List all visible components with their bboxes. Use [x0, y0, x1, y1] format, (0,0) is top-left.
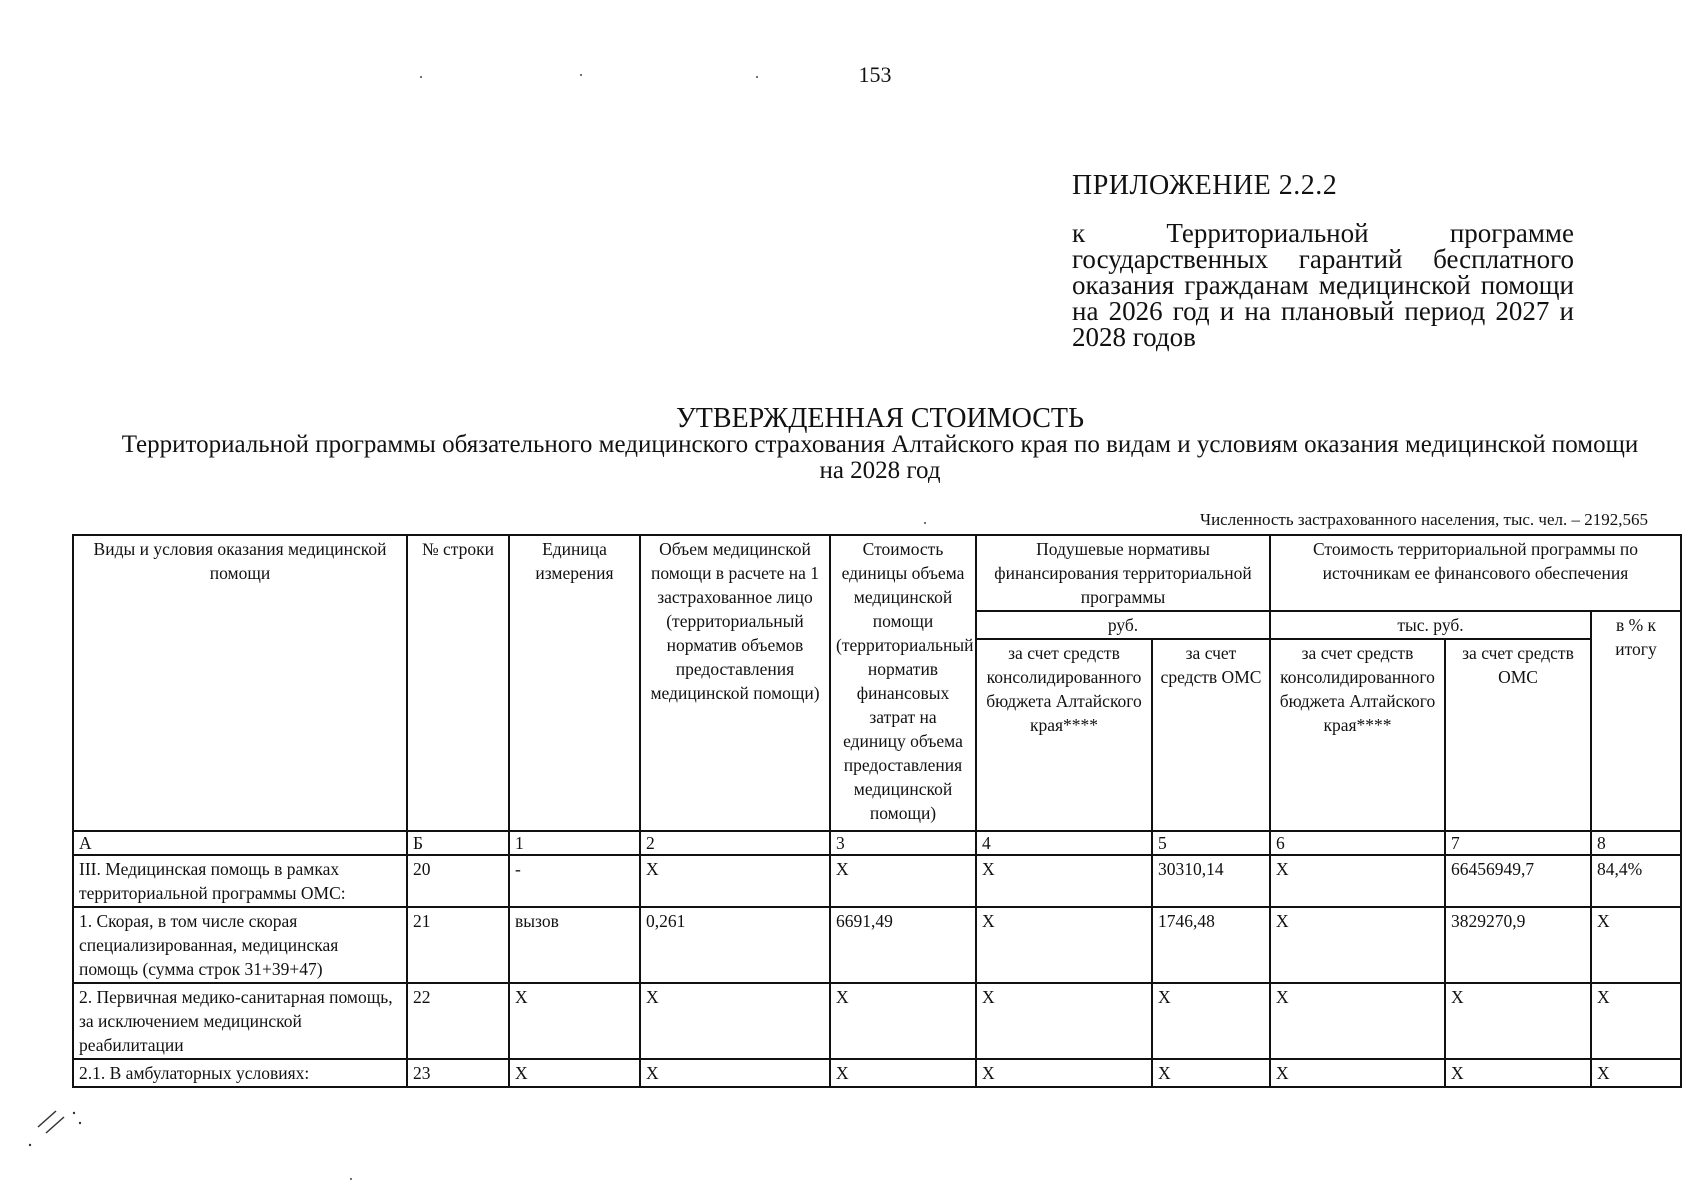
row-oms-rub: 30310,14 — [1152, 855, 1270, 907]
appendix-block — [1072, 170, 1574, 350]
index-cell: 5 — [1152, 831, 1270, 855]
row-number: 22 — [407, 983, 509, 1059]
header-per-capita: Подушевые нормативы финансирования территориальной программы — [976, 535, 1270, 611]
index-cell: Б — [407, 831, 509, 855]
row-volume: Х — [640, 983, 830, 1059]
row-budget-rub: Х — [976, 983, 1152, 1059]
row-oms-thous: Х — [1445, 983, 1591, 1059]
scan-marks — [24, 1105, 94, 1155]
document-heading — [100, 403, 1660, 484]
population-note: Численность застрахованного населения, тыс. чел. – 2192,565 — [1200, 510, 1648, 529]
index-cell: 6 — [1270, 831, 1445, 855]
row-budget-rub: Х — [976, 1059, 1152, 1087]
row-budget-thous: Х — [1270, 1059, 1445, 1087]
row-oms-rub: Х — [1152, 983, 1270, 1059]
table-row — [73, 855, 1681, 907]
row-unit: Х — [509, 983, 640, 1059]
scan-speck — [756, 76, 758, 78]
row-cost: Х — [830, 855, 976, 907]
table-row — [73, 983, 1681, 1059]
index-row — [73, 831, 1681, 855]
row-oms-thous: 3829270,9 — [1445, 907, 1591, 983]
row-budget-thous: Х — [1270, 907, 1445, 983]
scan-speck — [924, 522, 926, 524]
index-cell: 2 — [640, 831, 830, 855]
row-volume: 0,261 — [640, 907, 830, 983]
appendix-text: к Территориальной программе государственных гарантий бесплатного оказания гражданам медицинской помощи на 2026 год и на плановый период 2027 и 2028 годов — [1072, 218, 1574, 352]
scan-speck — [420, 76, 422, 78]
row-volume: Х — [640, 1059, 830, 1087]
header-oms-rub: за счет средств ОМС — [1152, 639, 1270, 831]
header-budget-rub: за счет средств консолидированного бюджета Алтайского края**** — [976, 639, 1152, 831]
header-program-cost: Стоимость территориальной программы по источникам ее финансового обеспечения — [1270, 535, 1681, 611]
index-cell: 7 — [1445, 831, 1591, 855]
header-volume: Объем медицинской помощи в расчете на 1 застрахованное лицо (территориальный норматив объемов предоставления медицинской помощи) — [640, 535, 830, 831]
header-rub: руб. — [976, 611, 1270, 639]
page-number: 153 — [858, 62, 892, 87]
row-oms-rub: 1746,48 — [1152, 907, 1270, 983]
header-types: Виды и условия оказания медицинской помощи — [73, 535, 407, 831]
heading-title: УТВЕРЖДЕННАЯ СТОИМОСТЬ — [675, 403, 1085, 434]
header-row — [73, 535, 1681, 611]
row-percent: 84,4% — [1591, 855, 1681, 907]
row-unit: вызов — [509, 907, 640, 983]
row-budget-rub: Х — [976, 855, 1152, 907]
row-budget-thous: Х — [1270, 855, 1445, 907]
index-cell: 8 — [1591, 831, 1681, 855]
header-budget-thous: за счет средств консолидированного бюджета Алтайского края**** — [1270, 639, 1445, 831]
row-volume: Х — [640, 855, 830, 907]
header-percent: в % к итогу — [1591, 611, 1681, 831]
row-cost: 6691,49 — [830, 907, 976, 983]
row-number: 21 — [407, 907, 509, 983]
row-cost: Х — [830, 983, 976, 1059]
row-unit: Х — [509, 1059, 640, 1087]
row-percent: Х — [1591, 983, 1681, 1059]
scan-speck — [350, 1178, 352, 1180]
header-cost: Стоимость единицы объема медицинской помощи (территориальный норматив финансовых затрат на единицу объема предоставления медицинской помощи) — [830, 535, 976, 831]
appendix-title: ПРИЛОЖЕНИЕ 2.2.2 — [1072, 170, 1338, 201]
row-cost: Х — [830, 1059, 976, 1087]
row-label: 2.1. В амбулаторных условиях: — [73, 1059, 407, 1087]
cost-table — [72, 534, 1682, 1088]
heading-subtitle: Территориальной программы обязательного медицинского страхования Алтайского края по видам и условиям оказания медицинской помощи на 2028 год — [121, 431, 1639, 484]
row-budget-thous: Х — [1270, 983, 1445, 1059]
scan-speck — [580, 74, 582, 76]
index-cell: 4 — [976, 831, 1152, 855]
header-row-no: № строки — [407, 535, 509, 831]
row-label: 1. Скорая, в том числе скорая специализированная, медицинская помощь (сумма строк 31+39+47) — [73, 907, 407, 983]
header-thous-rub: тыс. руб. — [1270, 611, 1591, 639]
table-row — [73, 1059, 1681, 1087]
row-number: 23 — [407, 1059, 509, 1087]
row-percent: Х — [1591, 1059, 1681, 1087]
header-unit: Единица измерения — [509, 535, 640, 831]
row-oms-thous: Х — [1445, 1059, 1591, 1087]
row-oms-rub: Х — [1152, 1059, 1270, 1087]
table-row — [73, 907, 1681, 983]
row-label: 2. Первичная медико-санитарная помощь, за исключением медицинской реабилитации — [73, 983, 407, 1059]
header-oms-thous: за счет средств ОМС — [1445, 639, 1591, 831]
index-cell: 3 — [830, 831, 976, 855]
index-cell: 1 — [509, 831, 640, 855]
row-unit: - — [509, 855, 640, 907]
row-oms-thous: 66456949,7 — [1445, 855, 1591, 907]
row-budget-rub: Х — [976, 907, 1152, 983]
index-cell: А — [73, 831, 407, 855]
row-number: 20 — [407, 855, 509, 907]
row-label: III. Медицинская помощь в рамках территориальной программы ОМС: — [73, 855, 407, 907]
row-percent: Х — [1591, 907, 1681, 983]
